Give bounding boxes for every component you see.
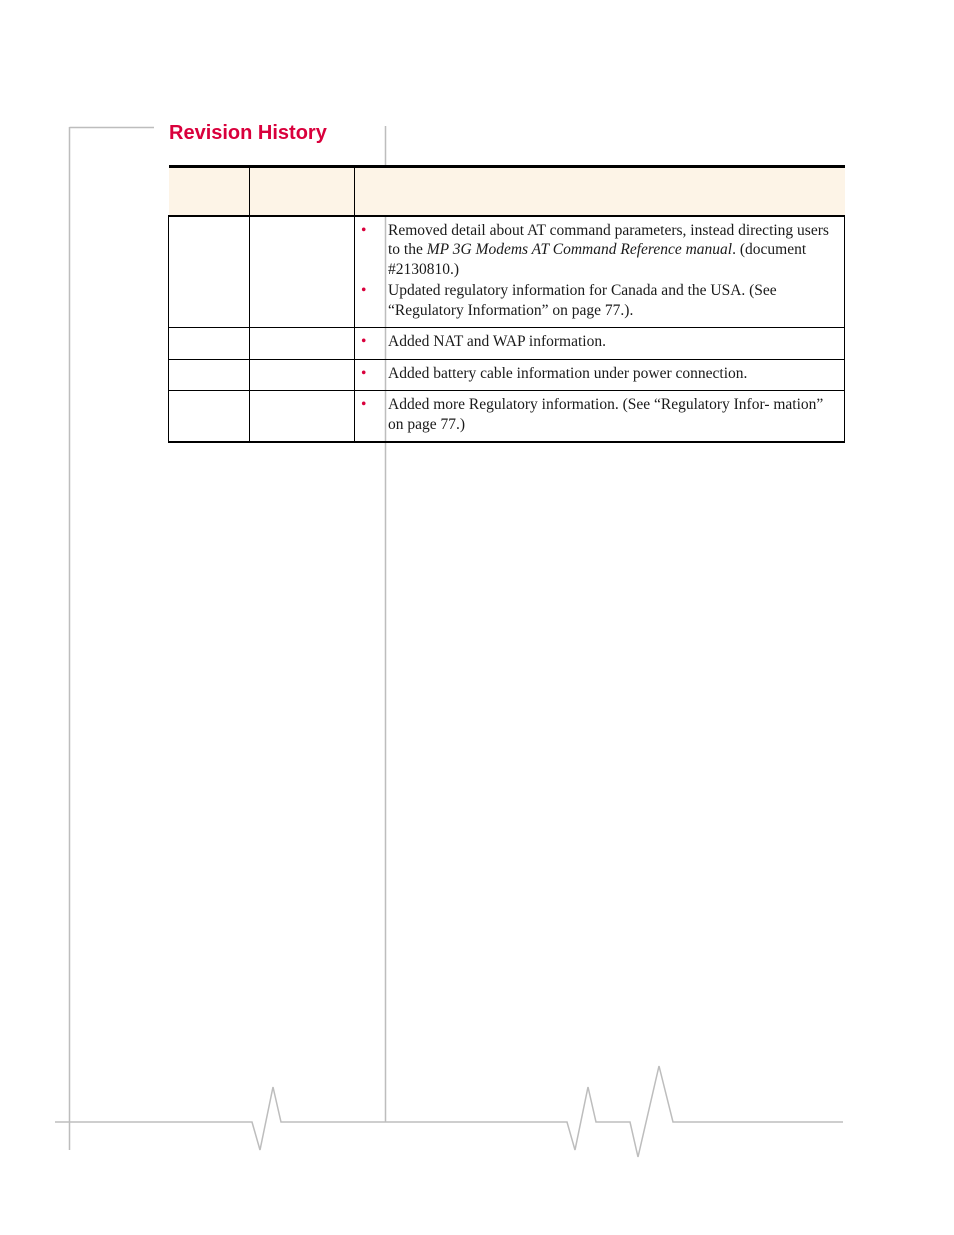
revision-cell: [169, 328, 250, 360]
change-text: Removed detail about AT command parameters, instead directing users to the: [388, 221, 829, 258]
bullet-icon: •: [361, 364, 367, 382]
manual-title: MP 3G Modems AT Command Reference manual: [426, 241, 733, 258]
changes-cell: [355, 328, 845, 360]
table-row: [169, 391, 845, 443]
date-cell: [250, 391, 355, 443]
revision-history-table: [168, 165, 845, 443]
date-cell: [250, 359, 355, 391]
bullet-icon: •: [361, 396, 367, 413]
table-header-row: [169, 167, 845, 216]
table-row: [169, 328, 845, 360]
bullet-icon: •: [361, 333, 367, 350]
table-row: [169, 216, 845, 328]
header-cell-3: [355, 167, 845, 216]
change-text: Added more Regulatory information. (See “Regulatory Infor- mation” on page 77.): [388, 396, 824, 433]
bullet-icon: •: [361, 221, 367, 239]
list-item: [361, 332, 834, 352]
header-cell-1: [169, 167, 250, 216]
list-item: [361, 221, 834, 280]
list-item: [361, 281, 834, 320]
changes-cell: [355, 216, 845, 328]
page-title: Revision History: [169, 122, 327, 144]
revision-cell: [169, 216, 250, 328]
change-text: Updated regulatory information for Canada and the USA. (See “Regulatory Information” on page 77.).: [388, 282, 777, 319]
changes-cell: [355, 359, 845, 391]
list-item: [361, 364, 834, 384]
revision-cell: [169, 391, 250, 443]
footer-waveform-rule: [55, 1066, 843, 1157]
header-cell-2: [250, 167, 355, 216]
date-cell: [250, 216, 355, 328]
date-cell: [250, 328, 355, 360]
change-text: Added NAT and WAP information.: [388, 333, 606, 350]
list-item: [361, 395, 834, 434]
change-text: . (document #2130810.): [388, 241, 807, 278]
bullet-icon: •: [361, 282, 367, 299]
revision-cell: [169, 359, 250, 391]
changes-cell: [355, 391, 845, 443]
change-text: Added battery cable information under power connection.: [388, 364, 748, 382]
table-row: [169, 359, 845, 391]
